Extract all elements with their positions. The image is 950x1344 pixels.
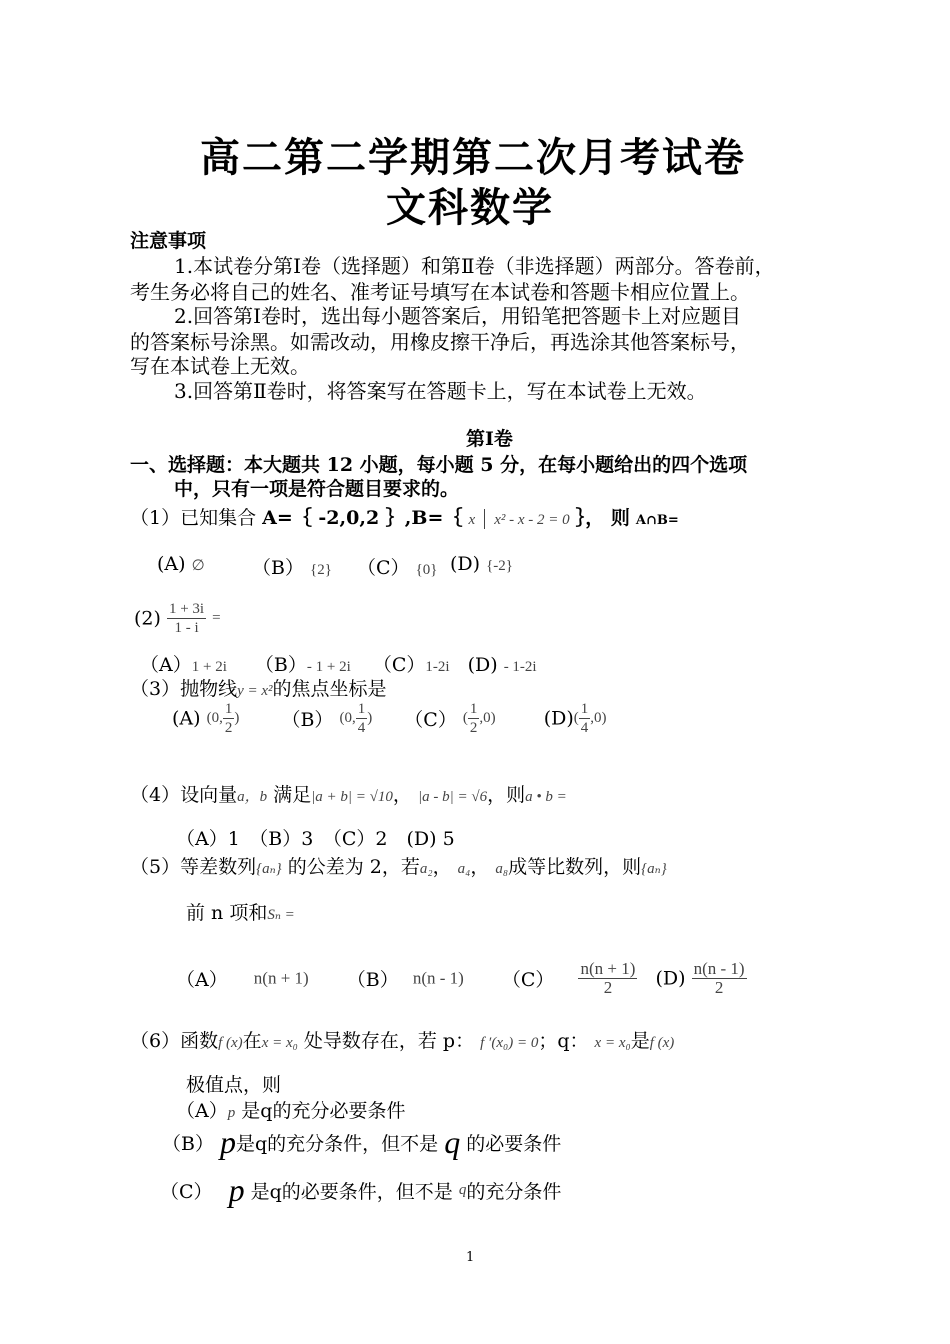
question-6: （6）函数f (x)在x = x₀ 处导数存在，若 p： f ′(x₀) = 0；q： x = x₀是f (x) [130, 1030, 675, 1052]
notice-line: 2.回答第Ⅰ卷时，选出每小题答案后，用铅笔把答题卡上对应题目 [174, 304, 741, 328]
q6-option-c: （C） p 是q的必要条件，但不是 q的充分条件 [160, 1172, 562, 1208]
q5-line2: 前 n 项和Sₙ = [186, 902, 295, 924]
q4-options: （A）1 （B）3 （C）2 (D) 5 [176, 828, 455, 850]
question-5: （5）等差数列{aₙ} 的公差为 2，若a₂， a₄， a₈成等比数列，则{aₙ} [130, 856, 667, 878]
section-heading: 一、选择题：本大题共 12 小题，每小题 5 分，在每小题给出的四个选项 [130, 454, 748, 476]
notice-line: 考生务必将自己的姓名、准考证号填写在本试卷和答题卡相应位置上。 [130, 280, 750, 304]
q1-math-x: x [468, 512, 476, 528]
q6-option-b: （B） p是q的充分条件，但不是 q 的必要条件 [162, 1124, 562, 1160]
q1-option-d: (D) {-2} [450, 553, 514, 575]
q1-set-a: A=｛ -2,0,2 ｝,B=｛ [262, 507, 463, 529]
q1-option-c: （C） {0} [357, 557, 438, 579]
q1-prefix: （1）已知集合 [130, 507, 263, 529]
question-4: （4）设向量a，b 满足|a + b| = √10， |a - b| = √6，则a • b = [130, 784, 567, 806]
page-title-line1: 高二第二学期第二次月考试卷 [200, 134, 746, 181]
q1-math-eq: x² - x - 2 = 0 [494, 512, 570, 528]
q1-option-b: （B） {2} [252, 557, 332, 579]
question-2: (2) $\frac{1 + 3i}{1 - i}$ = [134, 601, 221, 636]
section-label: 第Ⅰ卷 [466, 428, 513, 450]
notice-line: 写在本试卷上无效。 [130, 354, 310, 378]
q2-numerator: 1 + 3i [168, 601, 205, 617]
q2-denominator: 1 - i [174, 620, 199, 636]
q5-options: （A） n(n + 1) （B） n(n - 1) （C） $\frac{n(n + 1)}{2}$ (D) $\frac{n(n - 1)}{2}$ [176, 959, 745, 997]
page-number: 1 [466, 1250, 475, 1265]
notice-line: 的答案标号涂黑。如需改动，用橡皮擦干净后，再选涂其他答案标号， [130, 330, 750, 354]
q1-suffix: ｝， 则 [575, 507, 630, 529]
section-heading-cont: 中，只有一项是符合题目要求的。 [174, 478, 460, 500]
q6-line2: 极值点，则 [186, 1074, 282, 1096]
q6-option-a: （A）p 是q的充分必要条件 [176, 1100, 406, 1122]
q1-option-a: (A) ∅ [157, 553, 205, 575]
notice-line: 3.回答第Ⅱ卷时，将答案写在答题卡上，写在本试卷上无效。 [174, 379, 707, 403]
notice-heading: 注意事项 [130, 230, 207, 252]
q1-tail: A∩B= [635, 513, 679, 528]
notice-line: 1.本试卷分第Ⅰ卷（选择题）和第Ⅱ卷（非选择题）两部分。答卷前， [174, 254, 775, 278]
page-title-line2: 文科数学 [386, 184, 554, 231]
question-3: （3）抛物线y = x²的焦点坐标是 [130, 678, 387, 700]
q2-options: （A）1 + 2i （B）- 1 + 2i （C）1-2i (D) - 1-2i [140, 654, 537, 676]
question-1 [130, 503, 679, 530]
q3-options: (A) (0, $\frac{1}{2}$ ) （B） (0, $\frac{1}{4}$ ) （C） ( $\frac{1}{2}$ ,0) (D)( $\frac{1}{4}$ ,0) [172, 701, 607, 736]
